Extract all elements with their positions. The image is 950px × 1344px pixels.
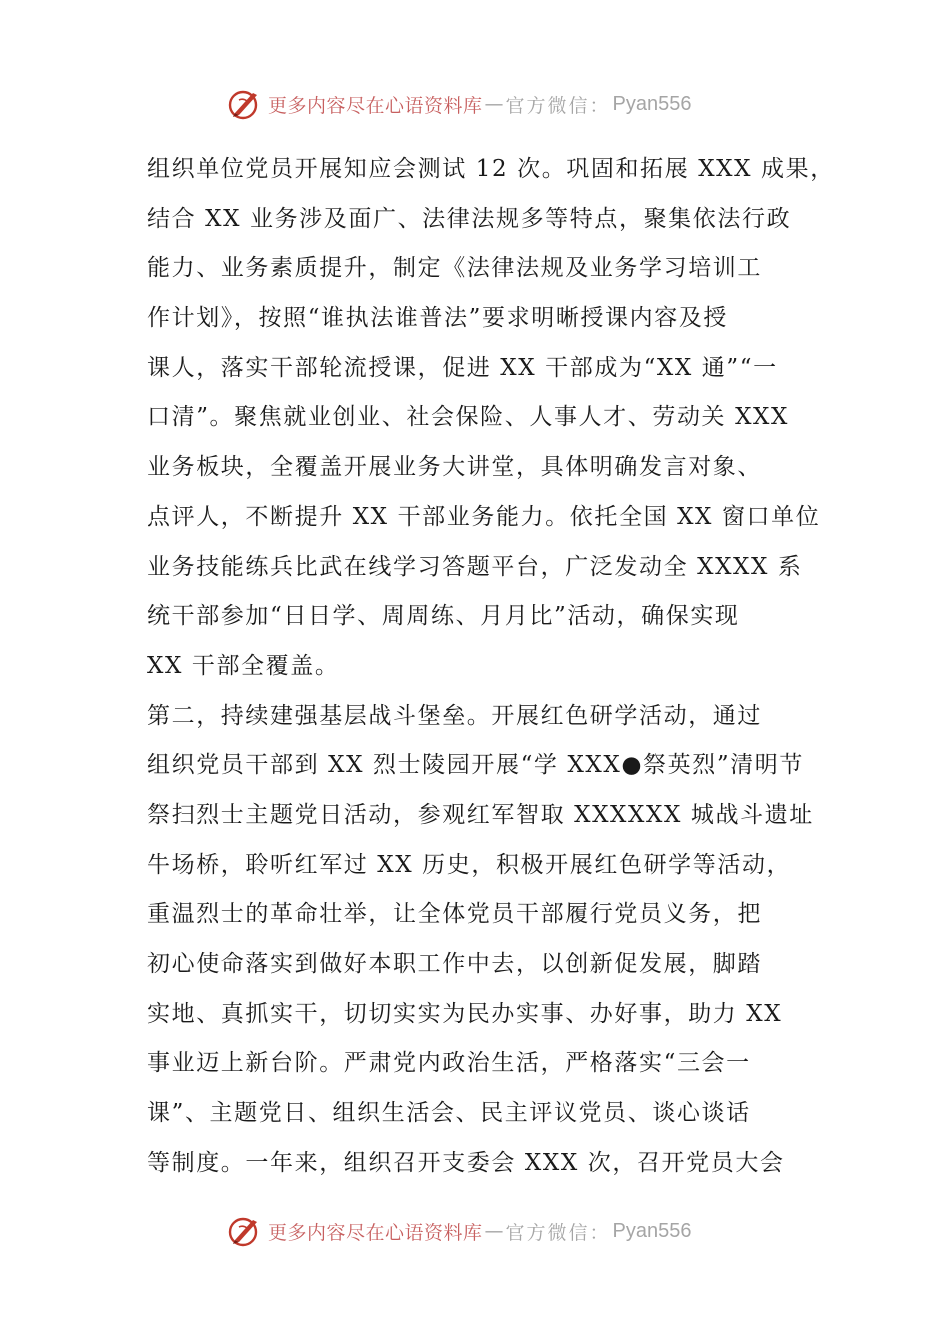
promo-text: 更多内容尽在心语资料库 — [268, 1221, 483, 1244]
body-line: 第二，持续建强基层战斗堡垒。开展红色研学活动，通过 — [147, 702, 762, 729]
separator-dash: — — [484, 93, 504, 115]
body-line: 业务技能练兵比武在线学习答题平台，广泛发动全 XXXX 系 — [147, 553, 803, 580]
body-line: 课”、主题党日、组织生活会、民主评议党员、谈心谈话 — [147, 1100, 751, 1127]
body-line: 组织党员干部到 XX 烈士陵园开展“学 XXX●祭英烈”清明节 — [147, 752, 804, 779]
pen-logo-icon — [226, 1213, 262, 1249]
wechat-id: Pyan556 — [612, 92, 692, 115]
wechat-id: Pyan556 — [612, 1219, 692, 1242]
document-body — [147, 145, 835, 1188]
body-line: 结合 XX 业务涉及面广、法律法规多等特点，聚集依法行政 — [147, 205, 792, 232]
body-line: 业务板块，全覆盖开展业务大讲堂，具体明确发言对象、 — [147, 454, 762, 481]
body-line: 口清”。聚焦就业创业、社会保险、人事人才、劳动关 XXX — [147, 404, 789, 431]
body-line: 事业迈上新台阶。严肃党内政治生活，严格落实“三会一 — [147, 1050, 751, 1077]
body-line: 组织单位党员开展知应会测试 12 次。巩固和拓展 XXX 成果， — [147, 156, 835, 182]
wechat-label: 官方微信： — [505, 1221, 611, 1244]
pen-logo-icon — [226, 86, 262, 122]
promo-text: 更多内容尽在心语资料库 — [268, 94, 483, 117]
body-line: 重温烈士的革命壮举，让全体党员干部履行党员义务，把 — [147, 901, 762, 928]
header-watermark — [226, 84, 692, 124]
body-line: 实地、真抓实干，切切实实为民办实事、办好事，助力 XX — [147, 1000, 783, 1027]
body-line: 统干部参加“日日学、周周练、月月比”活动，确保实现 — [147, 603, 740, 630]
body-line: 点评人，不断提升 XX 干部业务能力。依托全国 XX 窗口单位 — [147, 503, 821, 530]
body-line: 祭扫烈士主题党日活动，参观红军智取 XXXXXX 城战斗遗址 — [147, 801, 814, 828]
wechat-label: 官方微信： — [505, 94, 611, 117]
body-line: XX 干部全覆盖。 — [147, 652, 340, 679]
separator-dash: — — [484, 1220, 504, 1242]
footer-watermark — [226, 1211, 692, 1251]
body-line: 牛场桥，聆听红军过 XX 历史，积极开展红色研学等活动， — [147, 851, 792, 878]
body-line: 课人，落实干部轮流授课，促进 XX 干部成为“XX 通”“一 — [147, 354, 778, 381]
body-line: 等制度。一年来，组织召开支委会 XXX 次，召开党员大会 — [147, 1149, 785, 1176]
body-line: 能力、业务素质提升，制定《法律法规及业务学习培训工 — [147, 255, 762, 282]
body-line: 作计划》，按照“谁执法谁普法”要求明晰授课内容及授 — [147, 305, 729, 332]
body-line: 初心使命落实到做好本职工作中去，以创新促发展，脚踏 — [147, 951, 762, 977]
